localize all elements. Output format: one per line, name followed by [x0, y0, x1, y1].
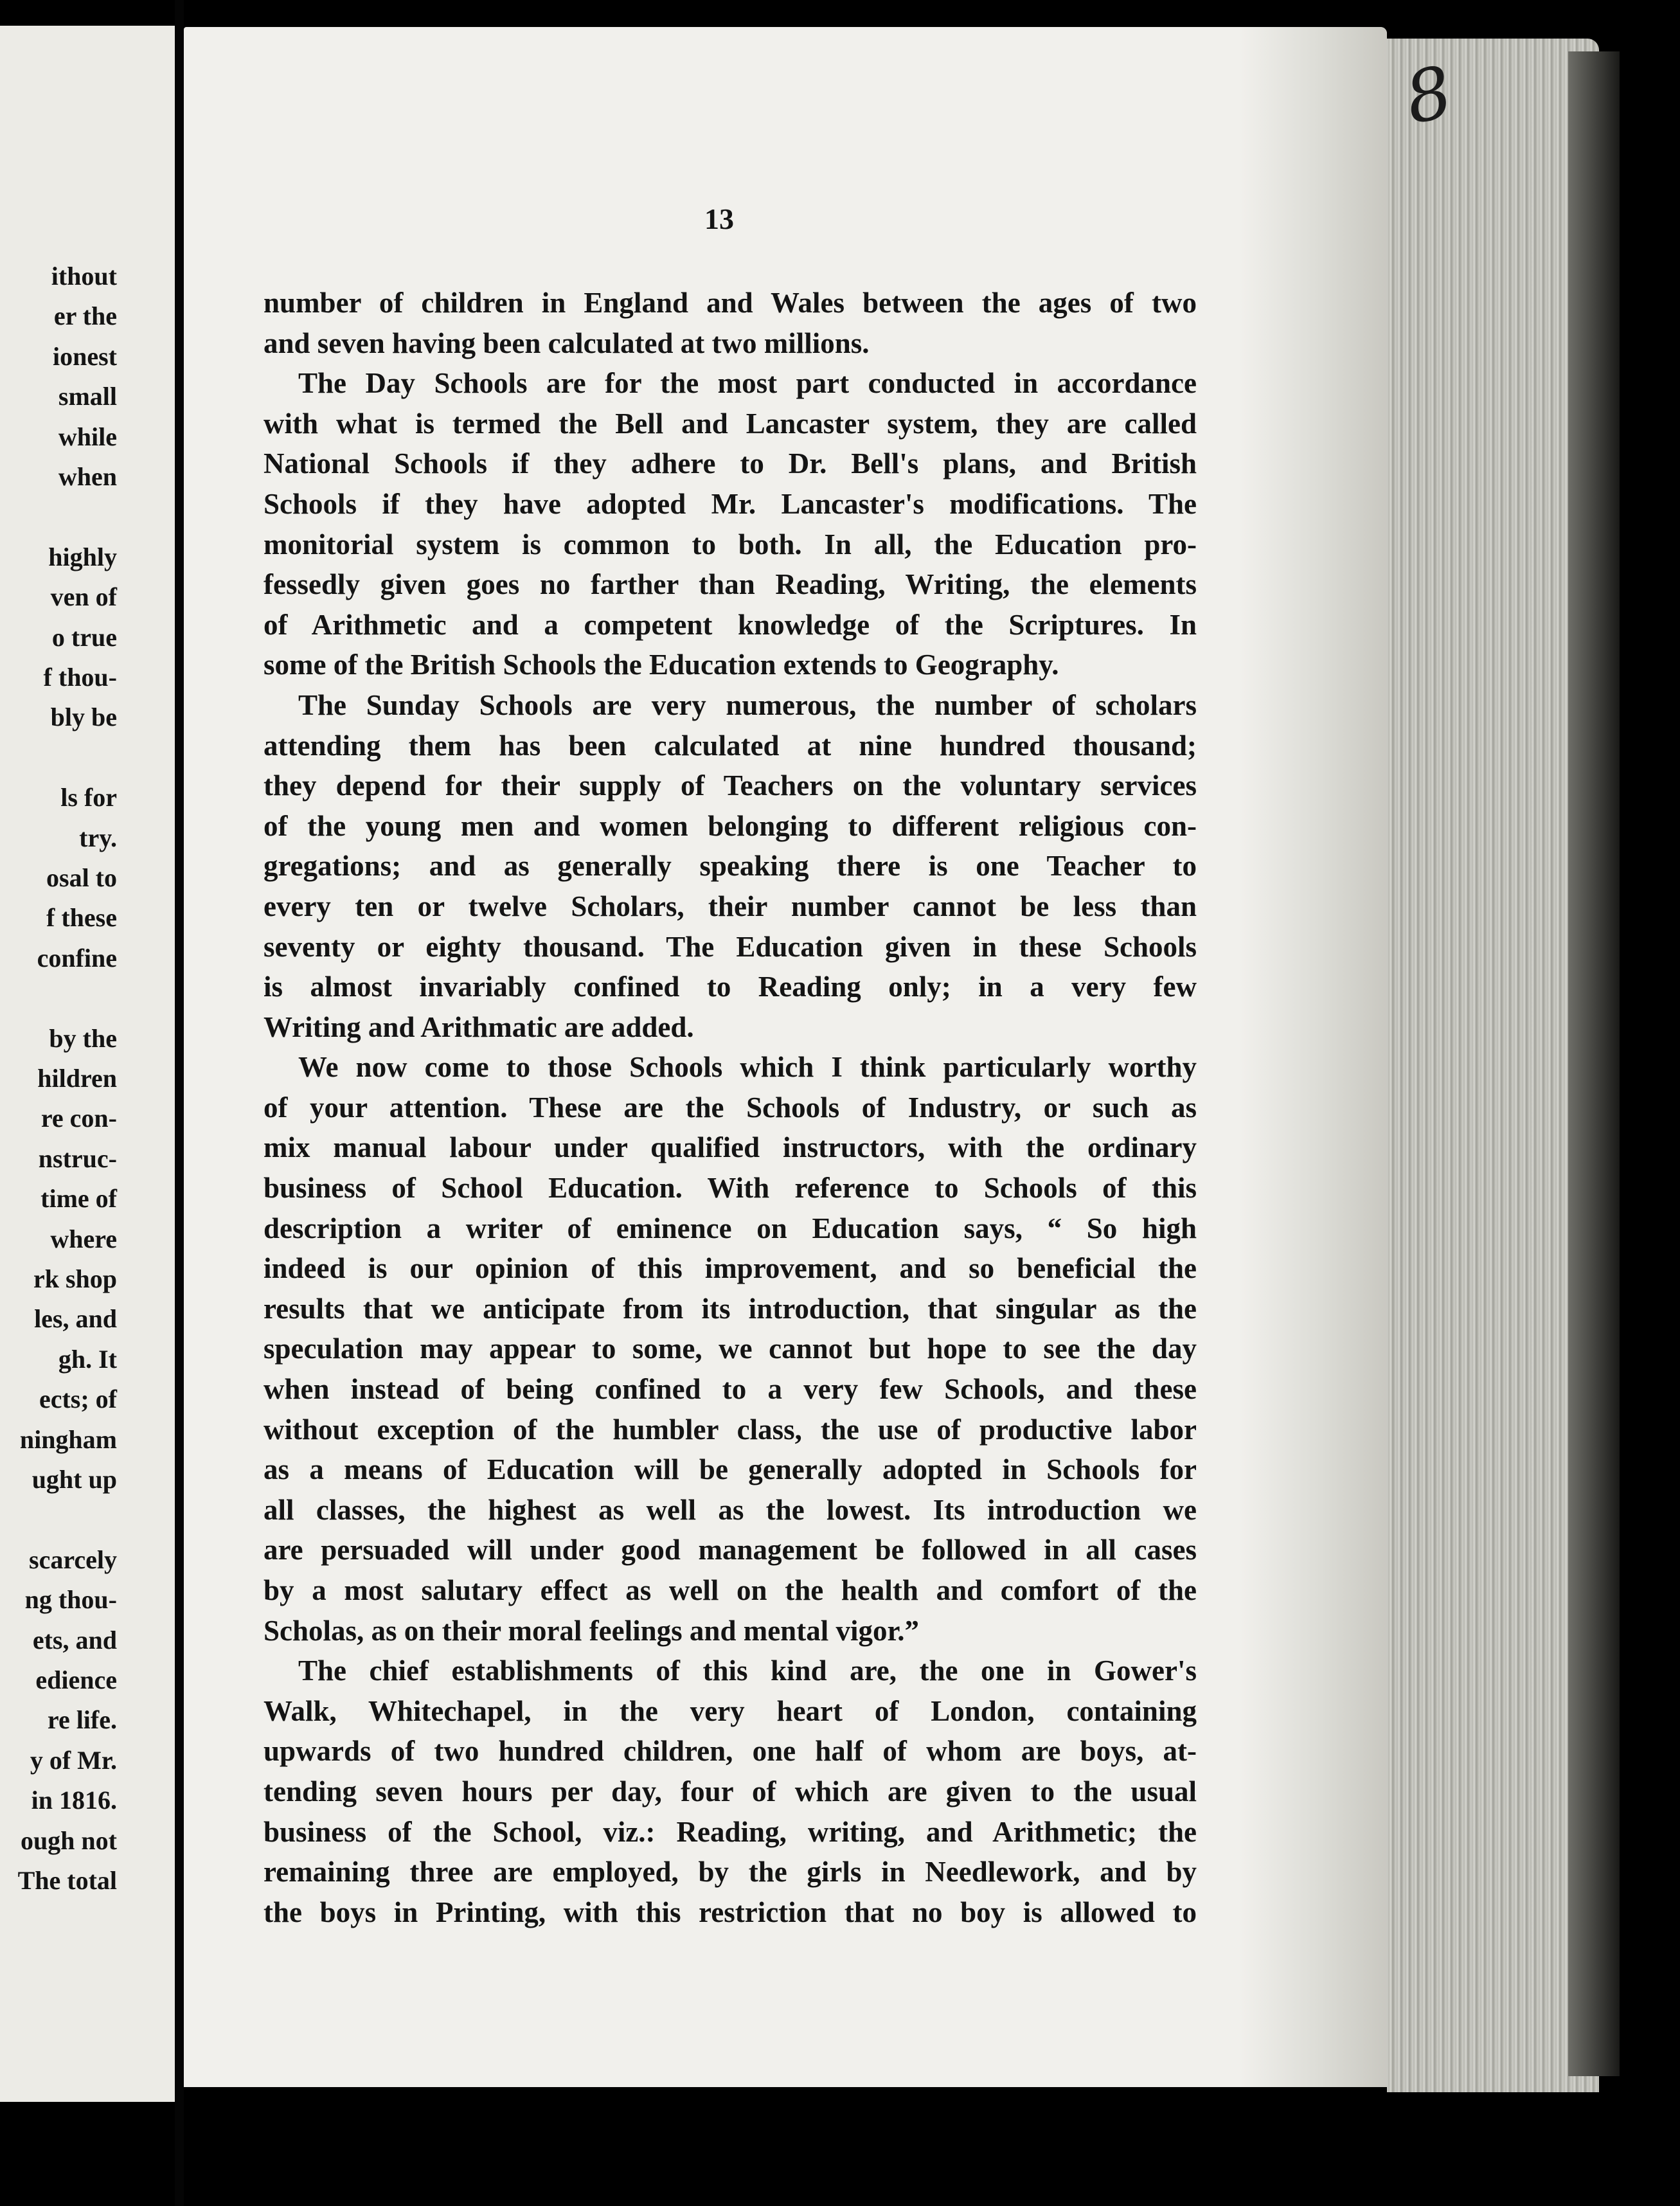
- text-line: results that we anticipate from its introduction, that singular as the: [264, 1292, 1197, 1325]
- text-line: monitorial system is common to both. In all, the Education pro-: [264, 528, 1197, 560]
- text-line: speculation may appear to some, we cannot but hope to see the day: [264, 1332, 1197, 1365]
- left-page-line-fragment: where: [50, 1224, 117, 1253]
- handwritten-folio-mark: 8: [1398, 50, 1460, 140]
- text-line: is almost invariably confined to Reading only; in a very few: [264, 971, 1197, 1003]
- text-line: fessedly given goes no farther than Reading, Writing, the elements: [264, 568, 1197, 601]
- right-page: [184, 27, 1387, 2087]
- left-page-line-fragment: ningham: [19, 1424, 117, 1454]
- left-page-line-fragment: ven of: [50, 582, 117, 612]
- text-line: business of the School, viz.: Reading, writing, and Arithmetic; the: [264, 1815, 1197, 1848]
- text-line: of the young men and women belonging to different religious con-: [264, 809, 1197, 842]
- left-page-line-fragment: try.: [79, 823, 117, 852]
- text-line: We now come to those Schools which I think particularly worthy: [298, 1051, 1197, 1084]
- text-line: of your attention. These are the Schools of Industry, or such as: [264, 1091, 1197, 1124]
- left-page-line-fragment: ough not: [20, 1825, 117, 1855]
- left-page-line-fragment: small: [58, 382, 117, 411]
- text-line: Scholas, as on their moral feelings and mental vigor.”: [264, 1614, 920, 1647]
- text-line: and seven having been calculated at two millions.: [264, 327, 870, 359]
- left-page-line-fragment: ets, and: [32, 1625, 117, 1654]
- left-page-line-fragment: while: [58, 422, 117, 451]
- left-page-line-fragment: f thou-: [43, 663, 117, 692]
- text-line: the boys in Printing, with this restriction that no boy is allowed to: [264, 1896, 1197, 1928]
- body-text: [264, 283, 1197, 1932]
- text-line: with what is termed the Bell and Lancaster system, they are called: [264, 407, 1197, 440]
- left-page-line-fragment: by the: [49, 1023, 117, 1053]
- text-line: business of School Education. With reference to Schools of this: [264, 1172, 1197, 1205]
- left-page-line-fragment: osal to: [46, 863, 117, 892]
- text-line: gregations; and as generally speaking there is one Teacher to: [264, 850, 1197, 883]
- page-fore-edge: [1387, 39, 1599, 2092]
- left-page-line-fragment: ects; of: [39, 1385, 117, 1414]
- text-line: of Arithmetic and a competent knowledge of the Scriptures. In: [264, 608, 1197, 641]
- text-line: when instead of being confined to a very few Schools, and these: [264, 1373, 1197, 1406]
- text-line: without exception of the humbler class, the use of productive labor: [264, 1413, 1197, 1446]
- left-page-line-fragment: re con-: [40, 1104, 117, 1133]
- text-line: some of the British Schools the Education extends to Geography.: [264, 649, 1059, 681]
- text-line: The Sunday Schools are very numerous, the number of scholars: [298, 688, 1197, 721]
- text-line: they depend for their supply of Teachers on the voluntary services: [264, 769, 1197, 802]
- text-line: attending them has been calculated at nine hundred thousand;: [264, 729, 1197, 762]
- left-page-line-fragment: gh. It: [58, 1344, 117, 1374]
- text-line: by a most salutary effect as well on the health and comfort of the: [264, 1574, 1197, 1606]
- text-line: National Schools if they adhere to Dr. Bell's plans, and British: [264, 447, 1197, 480]
- left-page-line-fragment: bly be: [50, 703, 117, 732]
- text-line: every ten or twelve Scholars, their number cannot be less than: [264, 890, 1197, 922]
- text-line: upwards of two hundred children, one half of whom are boys, at-: [264, 1735, 1197, 1768]
- left-page-line-fragment: nstruc-: [38, 1143, 117, 1173]
- text-line: all classes, the highest as well as the lowest. Its introduction we: [264, 1493, 1197, 1526]
- left-page-line-fragment: in 1816.: [31, 1786, 117, 1815]
- left-page-line-fragment: y of Mr.: [30, 1745, 117, 1775]
- page-curl-shadow: [1239, 27, 1387, 2087]
- left-page-line-fragment: time of: [40, 1184, 117, 1214]
- left-page-line-fragment: highly: [48, 542, 117, 571]
- left-page-line-fragment: The total: [17, 1866, 117, 1895]
- left-page-line-fragment: ithout: [51, 262, 117, 291]
- left-page-edge: [0, 26, 175, 2102]
- left-page-line-fragment: er the: [53, 301, 117, 331]
- book-gutter: [175, 0, 184, 2206]
- text-line: number of children in England and Wales between the ages of two: [264, 287, 1197, 319]
- text-line: Walk, Whitechapel, in the very heart of London, containing: [264, 1694, 1197, 1727]
- left-page-line-fragment: ionest: [53, 341, 117, 371]
- book-edge-shadow: [1568, 51, 1620, 2076]
- text-line: mix manual labour under qualified instructors, with the ordinary: [264, 1131, 1197, 1164]
- left-page-line-fragment: scarcely: [29, 1545, 117, 1574]
- text-line: The chief establishments of this kind are, the one in Gower's: [298, 1654, 1197, 1687]
- left-page-line-fragment: ught up: [31, 1465, 117, 1494]
- left-page-line-fragment: f these: [46, 903, 117, 933]
- text-line: Writing and Arithmatic are added.: [264, 1010, 694, 1043]
- text-line: The Day Schools are for the most part conducted in accordance: [298, 367, 1197, 400]
- left-page-line-fragment: ls for: [60, 783, 117, 812]
- text-line: description a writer of eminence on Education says, “ So high: [264, 1212, 1197, 1244]
- text-line: remaining three are employed, by the girls in Needlework, and by: [264, 1856, 1197, 1888]
- left-page-line-fragment: when: [58, 462, 117, 491]
- left-page-line-fragment: hildren: [37, 1064, 117, 1093]
- left-page-line-fragment: rk shop: [33, 1264, 117, 1293]
- text-line: are persuaded will under good management be followed in all cases: [264, 1534, 1197, 1566]
- text-line: Schools if they have adopted Mr. Lancaster's modifications. The: [264, 487, 1197, 520]
- text-line: indeed is our opinion of this improvement, and so beneficial the: [264, 1252, 1197, 1285]
- text-line: tending seven hours per day, four of which are given to the usual: [264, 1775, 1197, 1807]
- left-page-line-fragment: confine: [37, 943, 117, 973]
- left-page-line-fragment: ng thou-: [24, 1585, 117, 1615]
- left-page-line-fragment: o true: [51, 622, 117, 652]
- left-page-line-fragment: re life.: [47, 1705, 117, 1735]
- left-page-line-fragment: edience: [35, 1665, 117, 1694]
- text-line: seventy or eighty thousand. The Education given in these Schools: [264, 930, 1197, 963]
- left-page-line-fragment: les, and: [34, 1304, 117, 1334]
- text-line: as a means of Education will be generally adopted in Schools for: [264, 1453, 1197, 1486]
- page-number: 13: [704, 202, 734, 235]
